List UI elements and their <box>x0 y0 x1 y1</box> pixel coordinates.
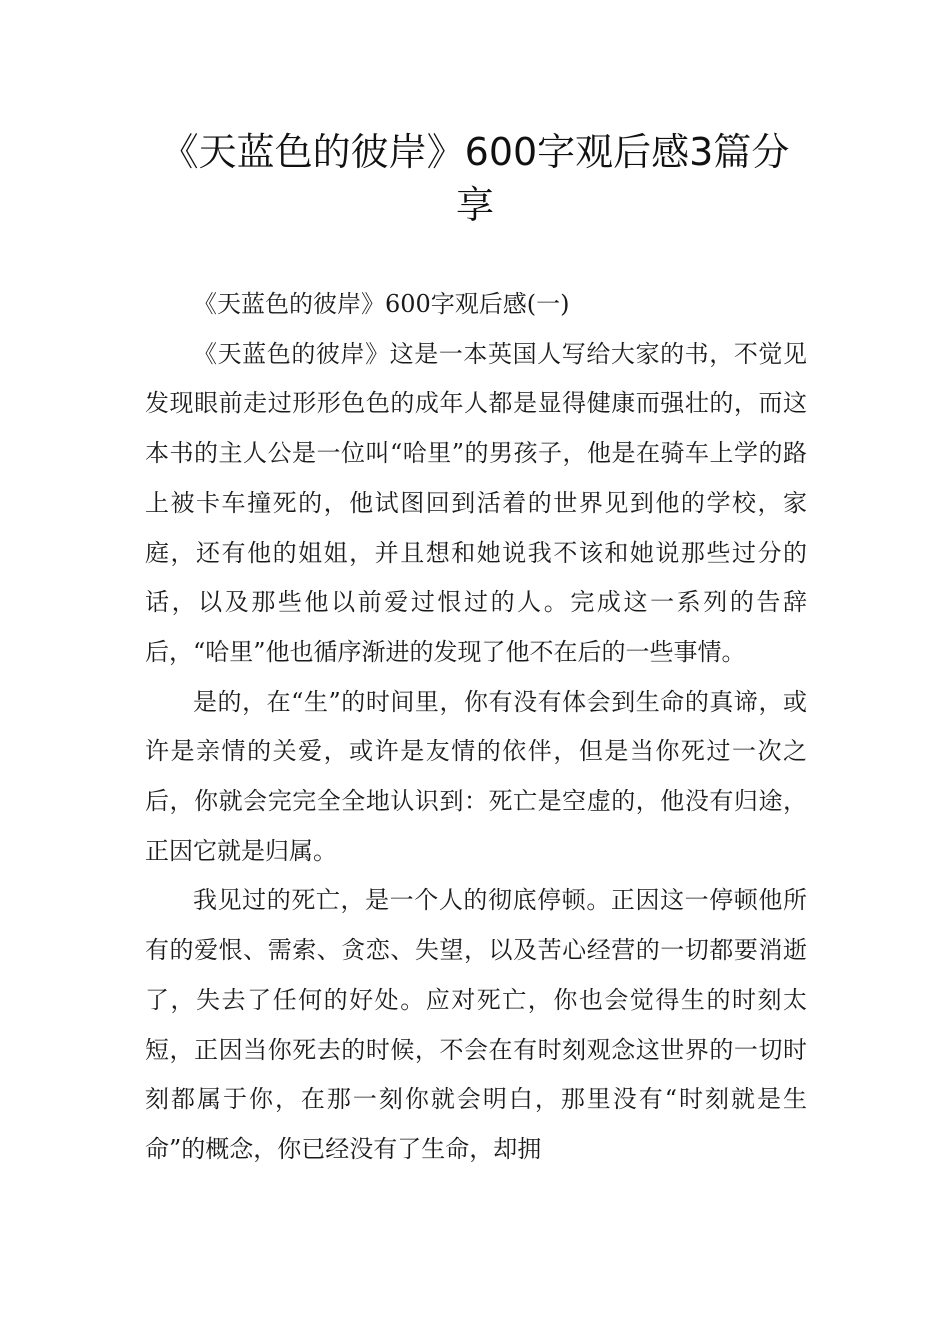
section-subheading: 《天蓝色的彼岸》600字观后感(一) <box>193 290 570 318</box>
paragraph: 我见过的死亡，是一个人的彻底停顿。正因这一停顿他所有的爱恨、需索、贪恋、失望，以及苦心经营的一切都要消逝了，失去了任何的好处。应对死亡，你也会觉得生的时刻太短，正因当你死去的时候，不会在有时刻观念这世界的一切时刻都属于你，在那一刻你就会明白，那里没有“时刻就是生命”的概念，你已经没有了生命，却拥 <box>145 886 807 1163</box>
document-title: 《天蓝色的彼岸》600字观后感3篇分享 <box>160 130 790 227</box>
paragraph: 《天蓝色的彼岸》这是一本英国人写给大家的书，不觉见发现眼前走过形形色色的成年人都是显得健康而强壮的，而这本书的主人公是一位叫“哈里”的男孩子，他是在骑车上学的路上被卡车撞死的，他试图回到活着的世界见到他的学校，家庭，还有他的姐姐，并且想和她说我不该和她说那些过分的话，以及那些他以前爱过恨过的人。完成这一系列的告辞后，“哈里”他也循序渐进的发现了他不在后的一些事情。 <box>145 339 807 666</box>
document-body <box>145 280 807 1175</box>
paragraph: 是的，在“生”的时间里，你有没有体会到生命的真谛，或许是亲情的关爱，或许是友情的依伴，但是当你死过一次之后，你就会完完全全地认识到：死亡是空虚的，他没有归途，正因它就是归属。 <box>145 687 807 865</box>
